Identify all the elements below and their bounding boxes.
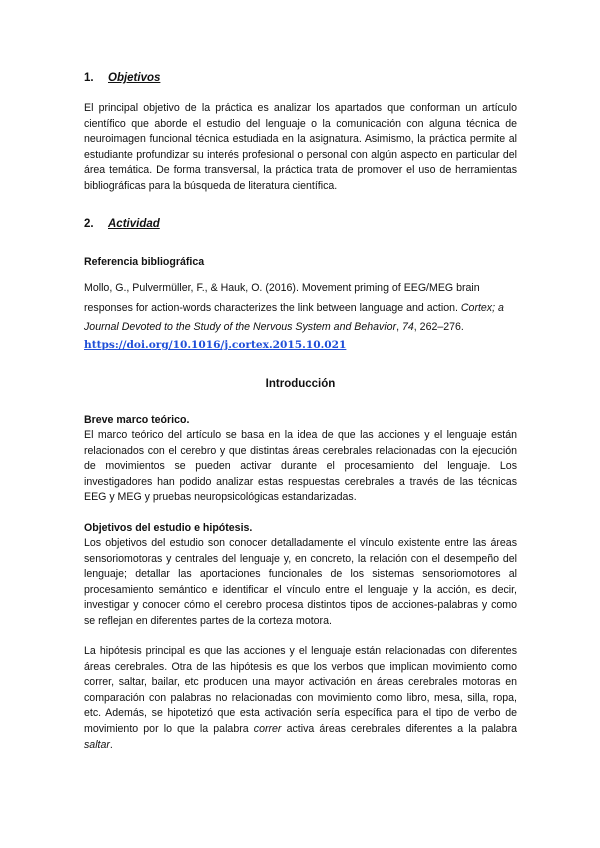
intro-title: Introducción (265, 378, 336, 390)
section-2-title: Actividad (108, 218, 160, 230)
reference-citation (84, 279, 517, 338)
section-2-heading (84, 217, 517, 233)
doi-link[interactable]: https://doi.org/10.1016/j.cortex.2015.10.021 (84, 339, 347, 351)
hipotesis-word-correr: correr (253, 722, 282, 735)
reference-pages: , 262–276. (413, 321, 464, 333)
objetivos-estudio-heading: Objetivos del estudio e hipótesis. (84, 522, 253, 534)
reference-heading: Referencia bibliográfica (84, 256, 205, 268)
reference-authors-title: Mollo, G., Pulvermüller, F., & Hauk, O. (2016). Movement priming of EEG/MEG brain responses for action-words characterizes the link between language and action. (84, 282, 480, 314)
hipotesis-end: . (109, 738, 113, 751)
section-1-title: Objetivos (108, 72, 161, 84)
reference-volume: 74 (402, 321, 414, 333)
reference-separator: , (396, 321, 402, 333)
objetivos-paragraph: El principal objetivo de la práctica es analizar los apartados que conforman un artículo científico que aborde el estudio del lenguaje o la comunicación con alguna técnica de neuroimagen funcional técnica estudiada en la asignatura. Asimismo, la práctica permite al estudiante profundizar su interés profesional o personal con algún aspecto en particular del área temática. De forma transversal, la práctica trata de promover el uso de herramientas bibliográficas para la búsqueda de literatura científica. (84, 102, 517, 192)
section-2-number: 2. (84, 218, 94, 230)
reference-journal: Cortex; a Journal Devoted to the Study of the Nervous System and Behavior (84, 301, 504, 333)
marco-paragraph: El marco teórico del artículo se basa en la idea de que las acciones y el lenguaje están relacionados con el cerebro y que distintas áreas cerebrales relacionadas con la ejecución de movimientos se pueden activar durante el procesamiento del lenguaje. Los investigadores han podido analizar estas respuestas cerebrales a través de las técnicas EEG y MEG y pruebas neuropsicológicas estandarizadas. (84, 429, 517, 504)
hipotesis-text-a: La hipótesis principal es que las acciones y el lenguaje están relacionadas con diferentes áreas cerebrales. Otra de las hipótesis es que los verbos que implican movimiento como correr, saltar, bailar, etc producen una mayor activación en áreas cerebrales motoras en comparación con palabras no relacionadas con movimiento como libro, mesa, silla, ropa, etc. Además, se hipotetizó que esta activación sería específica para el tipo de verbo de movimiento por lo que la palabra (84, 645, 517, 735)
section-1-heading (84, 71, 517, 87)
section-1-number: 1. (84, 72, 94, 84)
hipotesis-paragraph (84, 644, 517, 753)
marco-heading: Breve marco teórico. (84, 414, 190, 426)
objetivos-estudio-paragraph: Los objetivos del estudio son conocer detalladamente el vínculo existente entre las áreas sensoriomotoras y centrales del lenguaje y, en concreto, la relación con el desempeño del lenguaje; detallar las aportaciones funcionales de los sistemas sensoriomotores al procesamiento semántico e identificar el vínculo entre el lenguaje y la acción, es decir, investigar y conocer cómo el cerebro procesa distintos tipos de acciones-palabras y como se reflejan en diferentes partes de la corteza motora. (84, 537, 517, 627)
hipotesis-word-saltar: saltar (84, 738, 110, 751)
hipotesis-text-b: activa áreas cerebrales diferentes a la palabra (286, 722, 518, 735)
doi-line (84, 338, 517, 354)
